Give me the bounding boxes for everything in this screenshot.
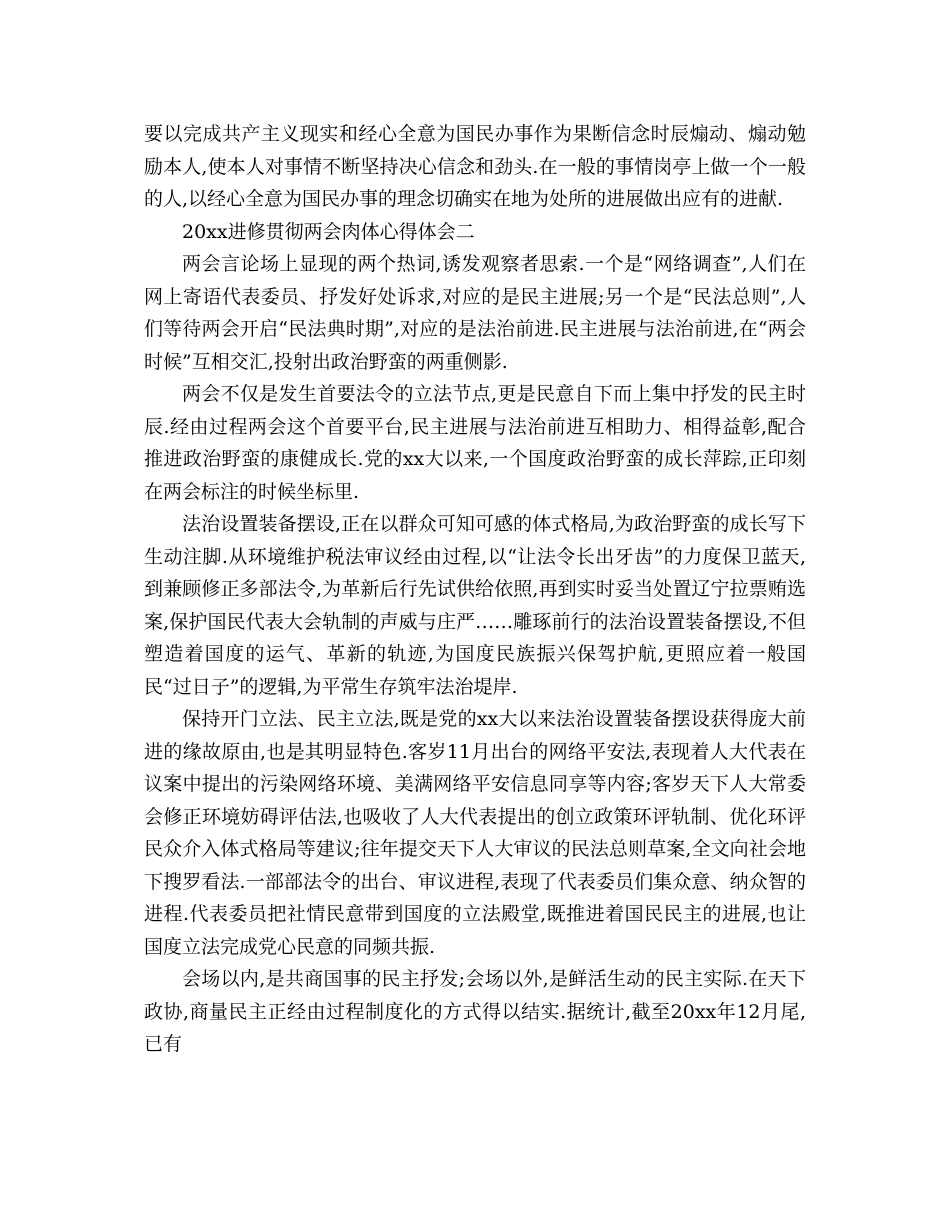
paragraph-4: 法治设置装备摆设,正在以群众可知可感的体式格局,为政治野蛮的成长写下生动注脚.从环境维护税法审议经由过程,以“让法令长出牙齿”的力度保卫蓝天,到兼顾修正多部法令,为革新后行先试供给依照,再到实时妥当处置辽宁拉票贿选案,保护国民代表大会轨制的声威与庄严……雕琢前行的法治设置装备摆设,不但塑造着国度的运气、革新的轨迹,为国度民族振兴保驾护航,更照应着一般国民“过日子”的逻辑,为平常生存筑牢法治堤岸. <box>144 513 806 698</box>
paragraph-6: 会场以内,是共商国事的民主抒发;会场以外,是鲜活生动的民主实际.在天下政协,商量民主正经由过程制度化的方式得以结实.据统计,截至20xx年12月尾,已有 <box>144 968 806 1055</box>
section-heading: 20xx进修贯彻两会肉体心得体会二 <box>182 220 475 243</box>
paragraph-5: 保持开门立法、民主立法,既是党的xx大以来法治设置装备摆设获得庞大前进的缘故原由,也是其明显特色.客岁11月出台的网络平安法,表现着人大代表在议案中提出的污染网络环境、美满网络平安信息同享等内容;客岁天下人大常委会修正环境妨碍评估法,也吸收了人大代表提出的创立政策环评轨制、优化环评民众介入体式格局等建议;往年提交天下人大审议的民法总则草案,全文向社会地下搜罗看法.一部部法令的出台、审议进程,表现了代表委员们集众意、纳众智的进程.代表委员把社情民意带到国度的立法殿堂,既推进着国民民主的进展,也让国度立法完成党心民意的同频共振. <box>144 708 806 958</box>
paragraph-2: 两会言论场上显现的两个热词,诱发观察者思索.一个是“网络调查”,人们在网上寄语代表委员、抒发好处诉求,对应的是民主进展;另一个是“民法总则”,人们等待两会开启“民法典时期”,对应的是法治前进.民主进展与法治前进,在“两会时候”互相交汇,投射出政治野蛮的两重侧影. <box>144 253 806 373</box>
document-body <box>144 118 806 1061</box>
paragraph-3: 两会不仅是发生首要法令的立法节点,更是民意自下而上集中抒发的民主时辰.经由过程两会这个首要平台,民主进展与法治前进互相助力、相得益彰,配合推进政治野蛮的康健成长.党的xx大以来,一个国度政治野蛮的成长萍踪,正印刻在两会标注的时候坐标里. <box>144 383 806 503</box>
paragraph-1: 要以完成共产主义现实和经心全意为国民办事作为果断信念时辰煽动、煽动勉励本人,使本人对事情不断坚持决心信念和劲头.在一般的事情岗亭上做一个一般的人,以经心全意为国民办事的理念切确实在地为处所的进展做出应有的进献. <box>144 123 806 210</box>
